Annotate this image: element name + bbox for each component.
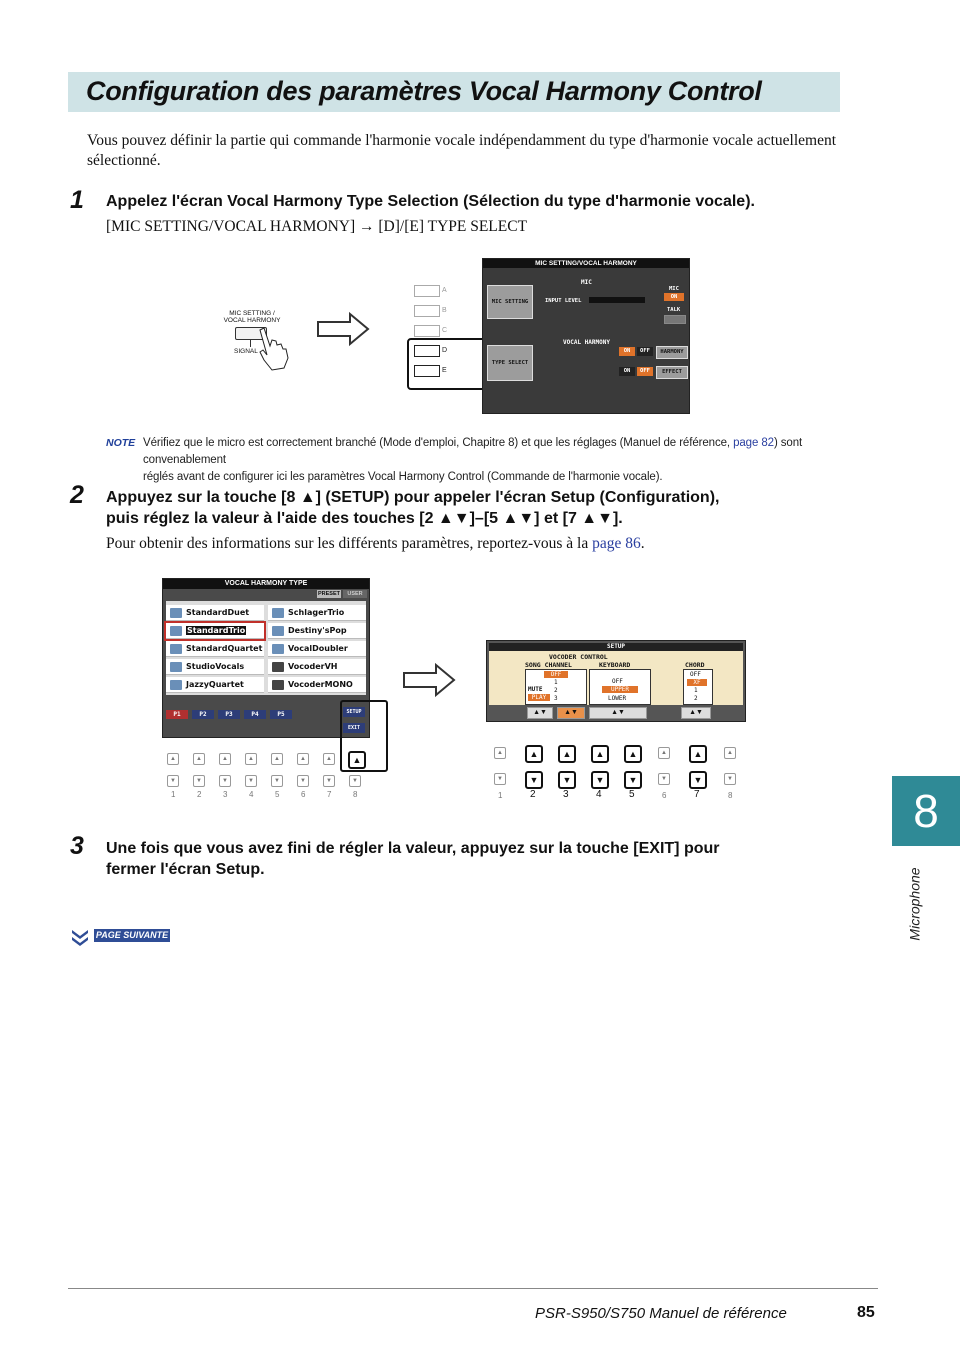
mic-setting-lcd xyxy=(482,258,690,414)
key-2-up[interactable]: ▲ xyxy=(525,745,543,763)
key-1-up[interactable]: ▲ xyxy=(494,747,506,759)
key-6-up[interactable]: ▲ xyxy=(297,753,309,765)
type-name: StudioVocals xyxy=(186,662,245,671)
note-line2: réglés avant de configurer ici les paramètres Vocal Harmony Control (Commande de l'harmonie vocale). xyxy=(143,471,663,483)
panel-label-2: VOCAL HARMONY xyxy=(223,317,281,324)
type-name: SchlagerTrio xyxy=(288,608,345,617)
effect-off-toggle[interactable]: OFF xyxy=(637,367,653,376)
harmony-off-toggle[interactable]: OFF xyxy=(637,347,653,356)
key-4-up[interactable]: ▲ xyxy=(245,753,257,765)
chord-value-1: 1 xyxy=(694,687,698,694)
signal-label: SIGNAL xyxy=(234,348,258,355)
arrow-right-icon xyxy=(316,311,372,347)
chapter-tab: 8 xyxy=(892,776,960,846)
key-4-up[interactable]: ▲ xyxy=(591,745,609,763)
lcd3-header: SETUP xyxy=(489,643,743,651)
footer-manual-title: PSR-S950/S750 Manuel de référence xyxy=(535,1305,787,1322)
footer-divider xyxy=(68,1288,878,1289)
type-list xyxy=(166,601,366,695)
page-tab-p4[interactable]: P4 xyxy=(244,710,266,719)
key-1-down[interactable]: ▼ xyxy=(494,773,506,785)
next-page-label: PAGE SUIVANTE xyxy=(95,930,169,940)
mic-setting-panel xyxy=(214,306,304,376)
effect-on-toggle[interactable]: ON xyxy=(619,367,635,376)
step-2-desc-a: Pour obtenir des informations sur les différents paramètres, reportez-vous à la xyxy=(106,535,593,552)
key-4-down[interactable]: ▼ xyxy=(245,775,257,787)
side-button-c[interactable] xyxy=(414,325,440,337)
key-2-up[interactable]: ▲ xyxy=(193,753,205,765)
step-1-number: 1 xyxy=(70,186,84,214)
keyboard-label: KEYBOARD xyxy=(599,661,631,669)
key-number-4: 4 xyxy=(596,789,602,800)
lcd1-header: MIC SETTING/VOCAL HARMONY xyxy=(483,259,689,268)
page-tab-p2[interactable]: P2 xyxy=(192,710,214,719)
song-channel-label: SONG CHANNEL xyxy=(525,661,572,669)
type-name: StandardTrio xyxy=(187,626,246,635)
voice-type-icon xyxy=(170,680,182,690)
key-number-7: 7 xyxy=(694,789,700,800)
type-name: VocoderVH xyxy=(288,662,338,671)
list-item[interactable] xyxy=(166,641,264,657)
step-3-title-line2: fermer l'écran Setup. xyxy=(106,861,265,878)
lcd3-arrow-2[interactable]: ▲▼ xyxy=(527,707,553,719)
sc-value-3: 3 xyxy=(554,695,558,702)
list-item[interactable] xyxy=(268,623,366,639)
key-number-5: 5 xyxy=(275,790,280,799)
lcd3-arrow-3[interactable]: ▲▼ xyxy=(557,707,585,719)
list-item[interactable] xyxy=(166,605,264,621)
voice-type-icon xyxy=(272,644,284,654)
step-2-page-link[interactable]: page 86 xyxy=(592,535,641,552)
chapter-side-label xyxy=(900,860,940,950)
key-number-6: 6 xyxy=(301,790,306,799)
key-8-down[interactable]: ▼ xyxy=(724,773,736,785)
vocoder-control-label: VOCODER CONTROL xyxy=(549,653,608,661)
type-name: VocalDoubler xyxy=(288,644,348,653)
key-5-down[interactable]: ▼ xyxy=(271,775,283,787)
key-number-6: 6 xyxy=(662,791,667,800)
step-2-description xyxy=(106,535,645,553)
key-8-down[interactable]: ▼ xyxy=(349,775,361,787)
intro-text: Vous pouvez définir la partie qui commande l'harmonie vocale indépendamment du type d'harmonie vocale actuellement sélectionné. xyxy=(87,132,837,169)
voice-type-icon xyxy=(170,644,182,654)
list-item[interactable] xyxy=(268,677,366,693)
section-title-bar xyxy=(68,72,840,112)
step-2-title-line2: puis réglez la valeur à l'aide des touches [2 ▲▼]–[5 ▲▼] et [7 ▲▼]. xyxy=(106,510,623,527)
key-8-up[interactable]: ▲ xyxy=(348,751,366,769)
song-channel-list[interactable] xyxy=(525,669,587,705)
note-page-link[interactable]: page 82 xyxy=(733,437,774,449)
lcd1-mic-section: MIC xyxy=(581,279,592,286)
key-number-8: 8 xyxy=(353,790,358,799)
page-tabs xyxy=(166,710,296,720)
vocoder-icon xyxy=(272,662,284,672)
step-1-title: Appelez l'écran Vocal Harmony Type Selection (Sélection du type d'harmonie vocale). xyxy=(106,193,755,210)
key-7-up[interactable]: ▲ xyxy=(689,745,707,763)
mic-label: MIC xyxy=(669,286,679,292)
list-item[interactable] xyxy=(166,677,264,693)
key-7-up[interactable]: ▲ xyxy=(323,753,335,765)
kb-value-lower: LOWER xyxy=(608,695,627,702)
list-item[interactable] xyxy=(268,605,366,621)
arrow-right-icon xyxy=(402,662,458,698)
page-number: 85 xyxy=(857,1304,875,1321)
kb-value-off: OFF xyxy=(612,678,623,685)
key-4-down[interactable]: ▼ xyxy=(591,771,609,789)
sc-value-1: 1 xyxy=(554,679,558,686)
side-letter-a: A xyxy=(442,287,447,294)
step-2-desc-b: . xyxy=(640,535,645,552)
voice-type-icon xyxy=(170,662,182,672)
chord-label: CHORD xyxy=(685,661,705,669)
key-number-2: 2 xyxy=(530,789,536,800)
chapter-label: Microphone xyxy=(906,867,923,941)
page-tab-p5[interactable]: P5 xyxy=(270,710,292,719)
type-name: Destiny'sPop xyxy=(288,626,347,635)
exit-lcd-button[interactable]: EXIT xyxy=(343,723,365,733)
list-item[interactable] xyxy=(268,659,366,675)
page-tab-p1[interactable]: P1 xyxy=(166,710,188,719)
voice-type-icon xyxy=(170,626,182,636)
key-2-down[interactable]: ▼ xyxy=(525,771,543,789)
key-6-up[interactable]: ▲ xyxy=(658,747,670,759)
key-2-down[interactable]: ▼ xyxy=(193,775,205,787)
side-letter-c: C xyxy=(442,327,448,334)
side-letter-b: B xyxy=(442,307,447,314)
key-number-4: 4 xyxy=(249,790,254,799)
preset-tab[interactable]: PRESET xyxy=(317,591,340,597)
type-select-button[interactable]: TYPE SELECT xyxy=(487,345,533,381)
setup-panel xyxy=(489,643,743,705)
key-5-down[interactable]: ▼ xyxy=(624,771,642,789)
side-letter-e: E xyxy=(442,367,447,374)
key-3-down[interactable]: ▼ xyxy=(558,771,576,789)
play-label: PLAY xyxy=(528,694,550,701)
setup-lcd xyxy=(486,640,746,722)
list-item[interactable] xyxy=(268,641,366,657)
side-button-b[interactable] xyxy=(414,305,440,317)
key-3-down[interactable]: ▼ xyxy=(219,775,231,787)
key-6-down[interactable]: ▼ xyxy=(297,775,309,787)
key-7-down[interactable]: ▼ xyxy=(323,775,335,787)
hand-pointer-icon xyxy=(254,326,290,372)
panel-label-1: MIC SETTING / xyxy=(229,310,275,317)
lcd2-header: VOCAL HARMONY TYPE xyxy=(163,579,369,589)
side-letter-d: D xyxy=(442,347,448,354)
lcd2-hardware-buttons xyxy=(162,750,372,800)
step-2-title-line1: Appuyez sur la touche [8 ▲] (SETUP) pour appeler l'écran Setup (Configuration), xyxy=(106,489,720,506)
key-3-up[interactable]: ▲ xyxy=(558,745,576,763)
voice-type-icon xyxy=(272,626,284,636)
side-button-a[interactable] xyxy=(414,285,440,297)
chord-value-off: OFF xyxy=(690,671,701,678)
vocoder-icon xyxy=(272,680,284,690)
note-line1-b: ) sont convenablement xyxy=(143,437,803,466)
step-2-number: 2 xyxy=(70,481,84,509)
kb-value-upper: UPPER xyxy=(602,686,638,693)
key-8-up[interactable]: ▲ xyxy=(724,747,736,759)
key-number-7: 7 xyxy=(327,790,332,799)
input-level-label: INPUT LEVEL xyxy=(545,298,582,304)
page-tab-p3[interactable]: P3 xyxy=(218,710,240,719)
effect-button[interactable]: EFFECT xyxy=(656,366,688,379)
keyboard-list[interactable] xyxy=(589,669,651,705)
mute-label: MUTE xyxy=(528,686,543,693)
vocal-harmony-type-lcd xyxy=(162,578,370,738)
double-chevron-down-icon xyxy=(70,928,90,948)
list-item-selected[interactable] xyxy=(166,623,264,639)
lcd3-arrow-7[interactable]: ▲▼ xyxy=(681,707,711,719)
section-title: Configuration des paramètres Vocal Harmony Control xyxy=(86,76,762,106)
input-level-meter xyxy=(589,297,645,303)
lcd3-arrow-4-5[interactable]: ▲▼ xyxy=(589,707,647,719)
type-name: StandardQuartet xyxy=(186,644,263,653)
key-3-up[interactable]: ▲ xyxy=(219,753,231,765)
key-number-3: 3 xyxy=(223,790,228,799)
note-line1-a: Vérifiez que le micro est correctement branché (Mode d'emploi, Chapitre 8) et que les réglages (Manuel de référence, xyxy=(143,437,734,449)
key-5-up[interactable]: ▲ xyxy=(624,745,642,763)
voice-type-icon xyxy=(170,608,182,618)
chord-value-xf: XF xyxy=(687,679,707,686)
key-number-5: 5 xyxy=(629,789,635,800)
talk-toggle[interactable] xyxy=(664,315,686,324)
talk-label: TALK xyxy=(667,307,681,313)
key-5-up[interactable]: ▲ xyxy=(271,753,283,765)
step-3-number: 3 xyxy=(70,832,84,860)
key-number-1: 1 xyxy=(171,790,176,799)
lcd1-vh-section: VOCAL HARMONY xyxy=(563,339,610,346)
setup-lcd-button[interactable]: SETUP xyxy=(343,707,365,717)
sc-value-off: OFF xyxy=(544,671,568,678)
key-7-down[interactable]: ▼ xyxy=(689,771,707,789)
sc-value-2: 2 xyxy=(554,687,558,694)
type-name: StandardDuet xyxy=(186,608,250,617)
chord-value-2: 2 xyxy=(694,695,698,702)
note-text xyxy=(143,435,823,486)
key-number-1: 1 xyxy=(498,791,503,800)
key-number-3: 3 xyxy=(563,789,569,800)
key-1-down[interactable]: ▼ xyxy=(167,775,179,787)
key-number-2: 2 xyxy=(197,790,202,799)
harmony-button[interactable]: HARMONY xyxy=(656,346,688,359)
chord-list[interactable] xyxy=(683,669,713,705)
harmony-on-toggle[interactable]: ON xyxy=(619,347,635,356)
step-1-path: [MIC SETTING/VOCAL HARMONY] → [D]/[E] TYPE SELECT xyxy=(106,218,528,235)
step-3-title-line1: Une fois que vous avez fini de régler la valeur, appuyez sur la touche [EXIT] pour xyxy=(106,840,720,857)
key-1-up[interactable]: ▲ xyxy=(167,753,179,765)
mic-setting-lcd-button[interactable]: MIC SETTING xyxy=(487,285,533,319)
signal-line xyxy=(250,339,251,347)
user-tab[interactable]: USER xyxy=(343,590,367,598)
voice-type-icon xyxy=(272,608,284,618)
mic-on-toggle[interactable]: ON xyxy=(664,293,684,301)
key-6-down[interactable]: ▼ xyxy=(658,773,670,785)
key-number-8: 8 xyxy=(728,791,733,800)
note-label: NOTE xyxy=(106,437,136,449)
type-name: VocoderMONO xyxy=(288,680,353,689)
list-item[interactable] xyxy=(166,659,264,675)
type-name: JazzyQuartet xyxy=(186,680,244,689)
lcd3-hardware-buttons xyxy=(490,742,740,802)
